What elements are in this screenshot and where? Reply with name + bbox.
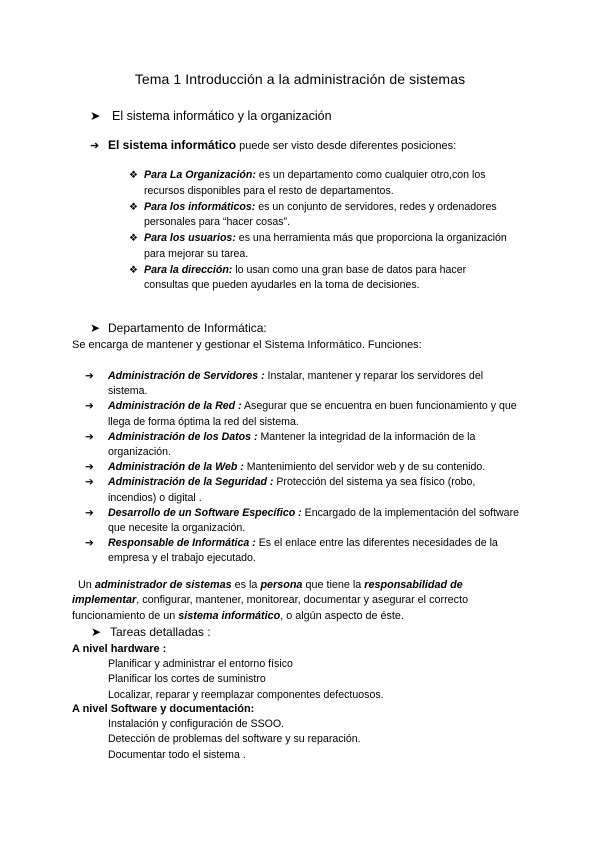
sistema-intro-text: puede ser visto desde diferentes posiciones:: [236, 140, 457, 152]
page-title: Tema 1 Introducción a la administración de sistemas: [134, 71, 466, 87]
hardware-tasks: [108, 657, 384, 703]
list-item: ➔ Administración de la Web : Mantenimiento del servidor web y de su contenido.: [83, 460, 523, 475]
software-tasks: [108, 717, 361, 763]
list-item: ➔ Administración de Servidores : Instalar, mantener y reparar los servidores del sistema.: [85, 370, 484, 398]
list-item: ➔ Administración de los Datos : Mantener la integridad de la información de la organización.: [85, 430, 476, 459]
hardware-label: A nivel hardware :: [72, 643, 167, 655]
list-item: ➔ Administración de la Red : Asegurar que se encuentra en buen funcionamiento y que llega de forma óptima la red del sistema.: [85, 400, 517, 428]
arrow-icon: ➔: [85, 430, 94, 443]
section-heading-departamento: [90, 321, 267, 335]
list-item: ❖ Para los usuarios: es una herramienta más que proporciona la organización para mejorar su tarea.: [129, 232, 507, 260]
list-item: ➔ Desarrollo de un Software Específico : Encargado de la implementación del software que necesite la organización.: [85, 506, 519, 535]
perspectives-list: [129, 168, 509, 294]
arrow-icon: ➔: [85, 476, 94, 489]
arrow-icon: ➔: [85, 537, 94, 550]
arrow-icon: ➔: [90, 140, 100, 152]
list-item: Documentar todo el sistema .: [108, 748, 246, 761]
section-heading-text: Departamento de Informática:: [108, 321, 267, 335]
list-item: Planificar los cortes de suministro: [108, 673, 266, 686]
list-item: ❖ Para La Organización: es un departamento como cualquier otro,con los recursos disponibles para el resto de departamentos.: [129, 169, 486, 197]
list-item: Detección de problemas del software y su reparación.: [108, 733, 361, 746]
sistema-intro-bold: El sistema informático: [108, 138, 237, 152]
list-item: Localizar, reparar y reemplazar componentes defectuosos.: [108, 688, 384, 701]
list-item: ➔ Responsable de Informática : Es el enlace entre las diferentes necesidades de la empresa y el trabajo ejecutado.: [85, 537, 498, 565]
arrow-icon: ➔: [85, 461, 94, 474]
list-item: Instalación y configuración de SSOO.: [108, 718, 285, 730]
list-item: ❖ Para los informáticos: es un conjunto de servidores, redes y ordenadores personales para “hacer cosas”.: [129, 200, 497, 228]
functions-list: [83, 369, 523, 567]
arrow-icon: ➔: [85, 400, 94, 413]
administrador-paragraph: Un administrador de sistemas es la persona que tiene la responsabilidad de implementar, configurar, mantener, monitorear, documentar y asegurar el correcto funcionamiento de un sistema informático, o algún aspecto de éste.: [72, 579, 469, 622]
arrowhead-icon: ➤: [90, 321, 101, 335]
arrow-icon: ➔: [85, 370, 94, 382]
section-heading-tareas: [91, 625, 211, 639]
section-heading-text: Tareas detalladas :: [110, 625, 211, 639]
sistema-intro: [90, 138, 456, 154]
list-item: ➔ Administración de la Seguridad : Protección del sistema ya sea físico (robo, incendios) o digital .: [85, 476, 476, 504]
software-label: A nivel Software y documentación:: [72, 703, 255, 715]
section-heading-sistema: [90, 108, 332, 123]
arrow-icon: ➔: [85, 506, 94, 519]
diamond-icon: ❖: [129, 264, 138, 276]
list-item: ❖ Para la dirección: lo usan como una gran base de datos para hacer consultas que pueden ayudarles en la toma de decisiones.: [129, 263, 467, 291]
departamento-intro: Se encarga de mantener y gestionar el Sistema Informático. Funciones:: [72, 339, 422, 351]
arrowhead-icon: ➤: [91, 625, 102, 639]
section-heading-text: El sistema informático y la organización: [112, 109, 332, 123]
diamond-icon: ❖: [129, 201, 138, 213]
list-item: Planificar y administrar el entorno físico: [108, 658, 293, 670]
diamond-icon: ❖: [129, 170, 138, 181]
arrowhead-icon: ➤: [90, 109, 101, 123]
diamond-icon: ❖: [129, 233, 138, 244]
